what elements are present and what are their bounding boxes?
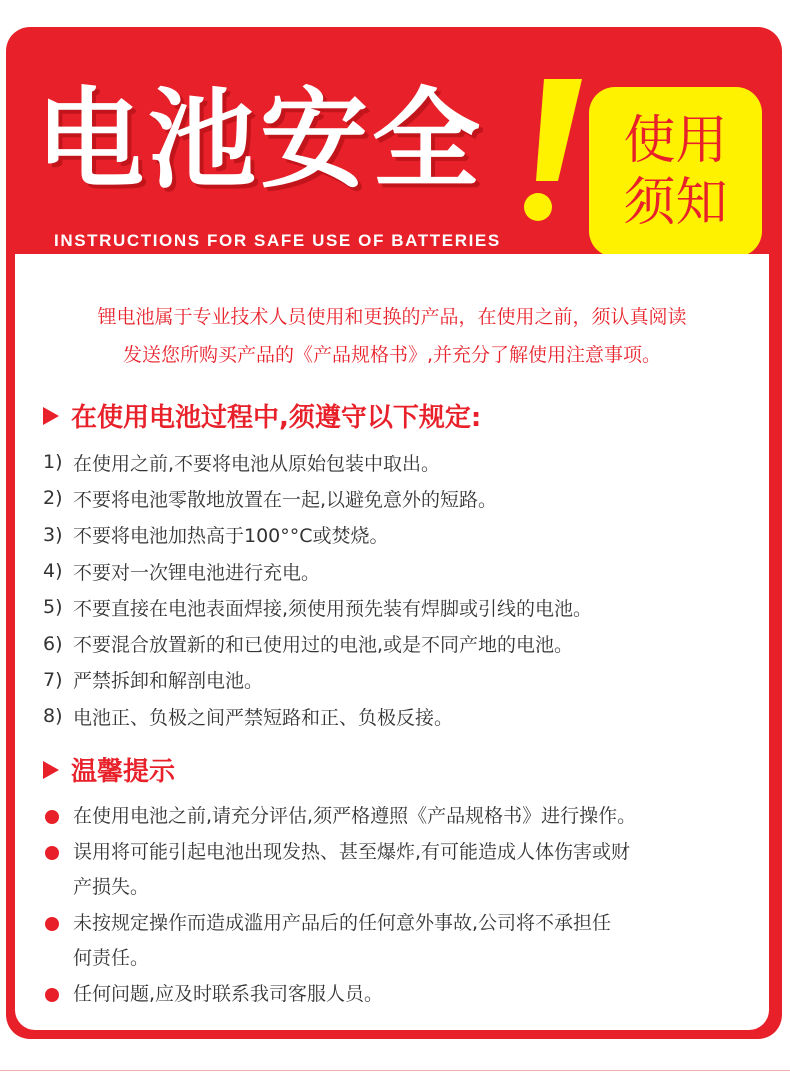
rules-heading [43,397,481,434]
item-number: 7) [43,668,63,691]
subtitle: INSTRUCTIONS FOR SAFE USE OF BATTERIES [54,231,501,250]
tip-line-2: 产损失。 [73,876,150,898]
list-item [43,444,753,480]
list-item [43,662,753,698]
item-number: 3) [43,523,63,546]
bullet-dot-icon [45,810,59,824]
bullet-dot-icon [45,988,59,1002]
tip-line-1: 任何问题,应及时联系我司客服人员。 [73,982,384,1005]
item-text: 不要将电池加热高于100°°C或焚烧。 [73,525,389,548]
intro-text [15,298,769,374]
tip-line-1: 未按规定操作而造成滥用产品后的任何意外事故,公司将不承担任 [73,911,612,934]
content-panel [15,254,769,1030]
list-item [43,977,743,1013]
item-text: 电池正、负极之间严禁短路和正、负极反接。 [73,706,454,729]
list-item [43,480,753,516]
tips-heading [43,751,175,788]
bullet-dot-icon [45,846,59,860]
item-number: 6) [43,632,63,655]
item-text: 在使用之前,不要将电池从原始包装中取出。 [73,452,441,475]
intro-line-2: 发送您所购买产品的《产品规格书》,并充分了解使用注意事项。 [122,344,662,366]
title: 电池安全 [36,78,485,203]
tip-line-1: 误用将可能引起电池出现发热、甚至爆炸,有可能造成人体伤害或财 [73,840,631,863]
list-item [43,589,753,625]
list-item [43,835,743,906]
list-item [43,698,753,734]
triangle-bullet-icon [43,761,59,779]
item-number: 2) [43,487,63,510]
rules-list [43,444,753,734]
badge-line-2: 须知 [623,173,728,233]
exclamation-icon [514,77,584,227]
item-text: 不要将电池零散地放置在一起,以避免意外的短路。 [73,488,498,511]
list-item [43,799,743,835]
tips-list [43,799,743,1012]
item-number: 4) [43,560,63,583]
list-item [43,906,743,977]
usage-notice-badge [589,87,762,257]
intro-line-1: 锂电池属于专业技术人员使用和更换的产品，在使用之前，须认真阅读 [97,306,687,328]
item-number: 8) [43,705,63,728]
tip-line-2: 何责任。 [73,947,150,969]
tip-line-1: 在使用电池之前,请充分评估,须严格遵照《产品规格书》进行操作。 [73,805,637,827]
list-item [43,553,753,589]
tips-heading-text: 温馨提示 [71,757,176,787]
divider [0,1070,790,1071]
item-text: 不要对一次锂电池进行充电。 [73,561,321,584]
item-text: 不要直接在电池表面焊接,须使用预先装有焊脚或引线的电池。 [73,597,593,620]
list-item [43,517,753,553]
item-text: 严禁拆卸和解剖电池。 [73,670,264,693]
list-item [43,625,753,661]
bullet-dot-icon [45,917,59,931]
item-number: 5) [43,596,63,619]
rules-heading-text: 在使用电池过程中,须遵守以下规定: [71,403,482,433]
badge-line-1: 使用 [623,110,728,171]
triangle-bullet-icon [43,407,59,425]
item-number: 1) [43,451,63,474]
item-text: 不要混合放置新的和已使用过的电池,或是不同产地的电池。 [73,634,574,657]
